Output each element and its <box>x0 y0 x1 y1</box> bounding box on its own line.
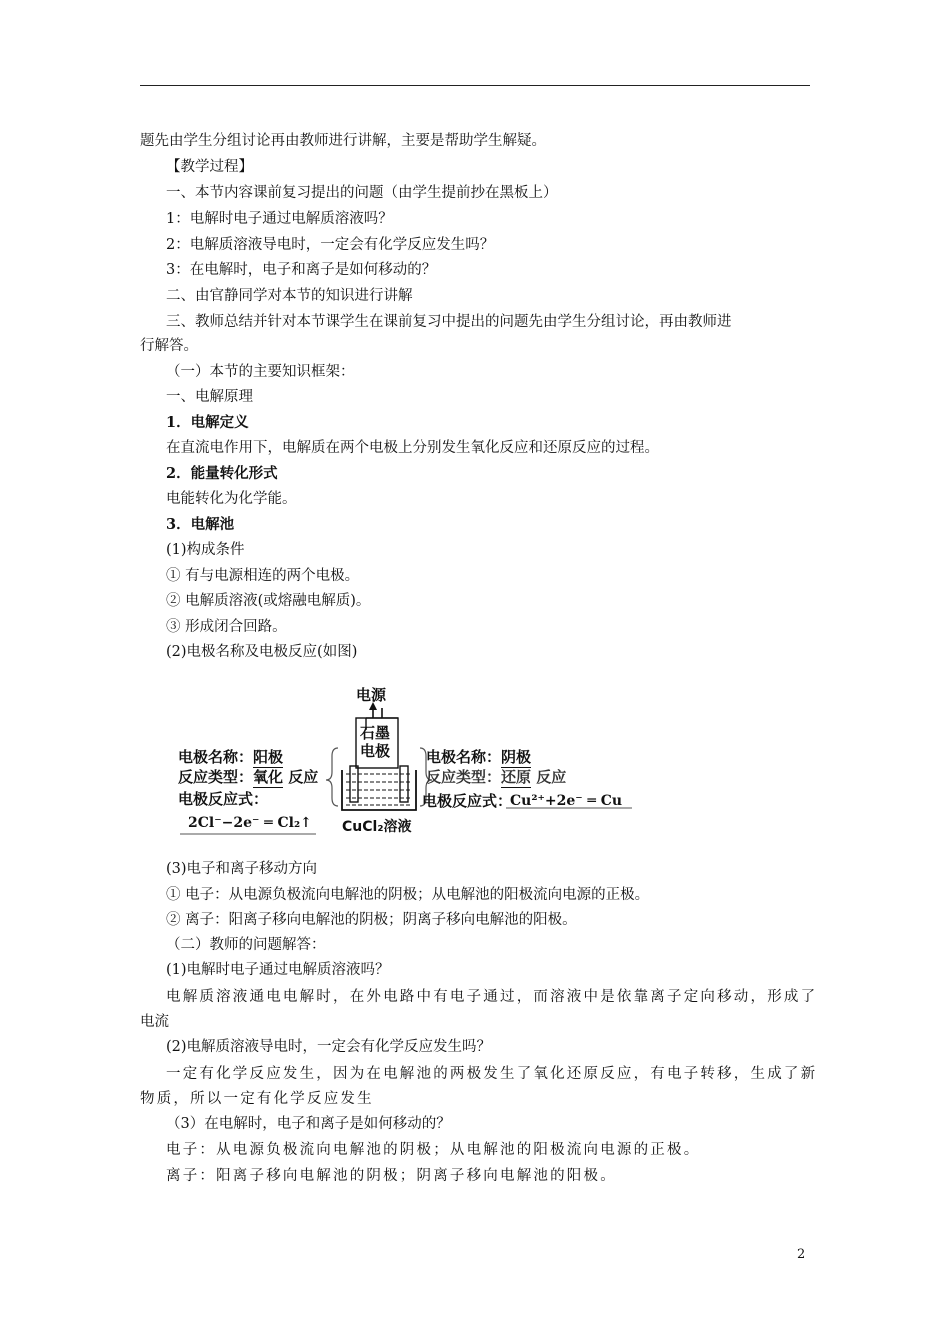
text-line: 行解答。 <box>140 338 198 354</box>
text-line: (1)构成条件 <box>166 542 245 558</box>
label: 电极名称： <box>426 748 502 766</box>
anode-equation: 2Cl⁻−2e⁻ ═ Cl₂↑ <box>188 815 312 831</box>
label: 反应类型： <box>426 768 502 786</box>
subsection-heading: 2．能量转化形式 <box>166 465 278 482</box>
cathode-type-value: 还原 <box>501 768 532 786</box>
text-line: 二、由官静同学对本节的知识进行讲解 <box>166 288 413 304</box>
label: 电极名称： <box>178 748 254 766</box>
cathode-name-row <box>426 748 531 766</box>
list-item: ③ 形成闭合回路。 <box>166 619 287 635</box>
suffix: 反应 <box>288 768 319 786</box>
cathode-equation: Cu²⁺+2e⁻ ═ Cu <box>510 793 623 809</box>
question-item: (2)电解质溶液导电时，一定会有化学反应发生吗？ <box>166 1039 492 1055</box>
electrode-label: 石墨 <box>360 724 391 742</box>
power-source-label: 电源 <box>356 686 387 704</box>
question-item: 3：在电解时，电子和离子是如何移动的？ <box>166 262 437 278</box>
question-item: 2：电解质溶液导电时，一定会有化学反应发生吗？ <box>166 237 495 253</box>
text-line: 电能转化为化学能。 <box>166 491 297 507</box>
header-rule <box>140 85 810 86</box>
answer-text: 物质，所以一定有化学反应发生 <box>140 1091 374 1107</box>
answer-text: 电解质溶液通电电解时，在外电路中有电子通过，而溶液中是依靠离子定向移动，形成了 <box>166 989 818 1005</box>
cathode-type-row <box>426 768 566 786</box>
suffix: 反应 <box>536 768 567 786</box>
question-item: （3）在电解时，电子和离子是如何移动的？ <box>166 1116 451 1132</box>
text-line: 在直流电作用下，电解质在两个电极上分别发生氧化反应和还原反应的过程。 <box>166 440 659 456</box>
text-line: 一、本节内容课前复习提出的问题（由学生提前抄在黑板上） <box>166 185 558 201</box>
electrode-label: 电极 <box>360 742 391 760</box>
page-number: 2 <box>797 1247 806 1262</box>
section-heading: 一、电解原理 <box>166 389 253 405</box>
list-item: ① 有与电源相连的两个电极。 <box>166 568 360 584</box>
text-line: 三、教师总结并针对本节课学生在课前复习中提出的问题先由学生分组讨论，再由教师进 <box>166 314 732 330</box>
answer-text: 电流 <box>140 1014 169 1030</box>
question-item: 1：电解时电子通过电解质溶液吗？ <box>166 211 393 227</box>
anode-type-row <box>178 768 318 786</box>
text-line: 题先由学生分组讨论再由教师进行讲解，主要是帮助学生解疑。 <box>140 133 546 149</box>
subsection-heading: 3．电解池 <box>166 516 235 533</box>
anode-name-value: 阳极 <box>253 748 284 766</box>
section-heading: 【教学过程】 <box>166 159 253 175</box>
text-line: (2)电极名称及电极反应(如图) <box>166 644 358 660</box>
cathode-equation-label: 电极反应式： <box>422 792 513 810</box>
list-item: ② 离子：阳离子移向电解池的阴极；阴离子移向电解池的阳极。 <box>166 912 577 928</box>
list-item: ② 电解质溶液(或熔融电解质)。 <box>166 593 371 609</box>
electrolysis-diagram <box>170 686 640 846</box>
label: 反应类型： <box>178 768 254 786</box>
subsection-heading: 1．电解定义 <box>166 414 249 431</box>
text-line: (3)电子和离子移动方向 <box>166 861 318 877</box>
list-item: ① 电子：从电源负极流向电解池的阴极；从电解池的阳极流向电源的正极。 <box>166 887 650 903</box>
answer-text: 离子：阳离子移向电解池的阴极；阴离子移向电解池的阳极。 <box>166 1168 617 1184</box>
section-heading: （二）教师的问题解答： <box>166 937 326 953</box>
anode-type-value: 氧化 <box>253 768 284 786</box>
section-heading: （一）本节的主要知识框架： <box>166 364 355 380</box>
question-item: (1)电解时电子通过电解质溶液吗？ <box>166 962 390 978</box>
answer-text: 电子：从电源负极流向电解池的阴极；从电解池的阳极流向电源的正极。 <box>166 1142 701 1158</box>
cathode-name-value: 阴极 <box>501 748 532 766</box>
answer-text: 一定有化学反应发生，因为在电解池的两极发生了氧化还原反应，有电子转移，生成了新 <box>166 1066 818 1082</box>
anode-equation-label: 电极反应式： <box>178 790 269 808</box>
solution-label: CuCl₂溶液 <box>342 819 412 835</box>
anode-name-row <box>178 748 283 766</box>
